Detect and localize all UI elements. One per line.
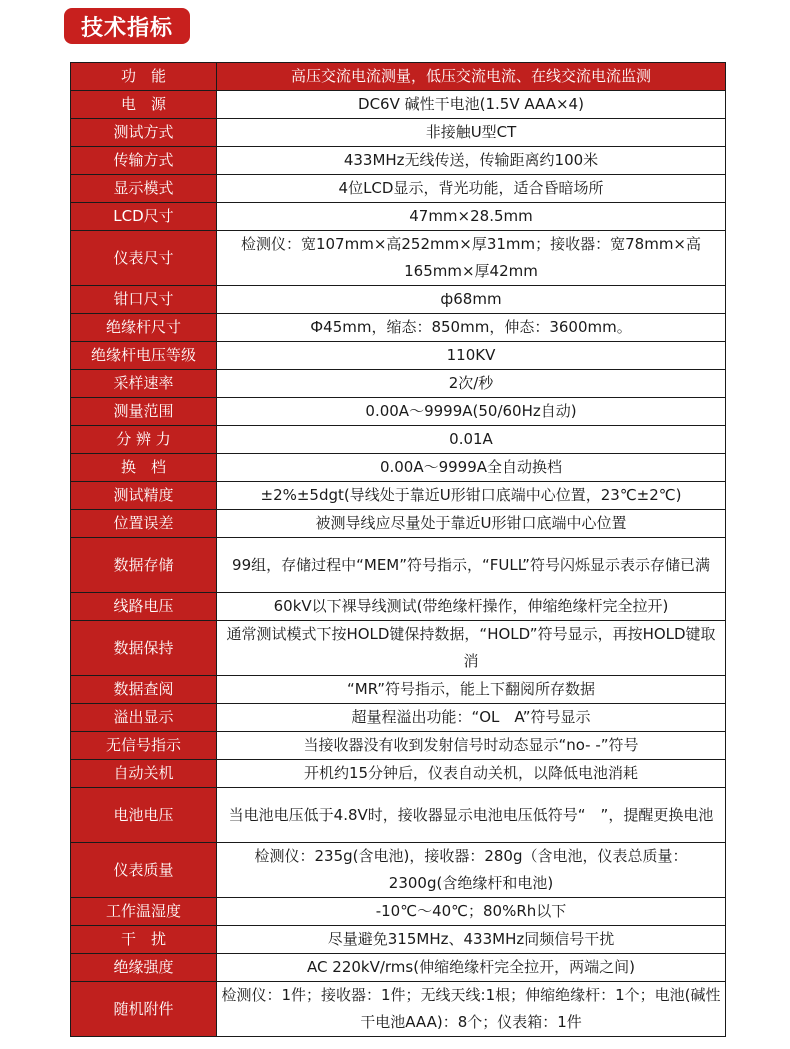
spec-row [71,203,726,231]
spec-label: 换 档 [71,454,217,482]
spec-row [71,926,726,954]
spec-row [71,510,726,538]
spec-label: 传输方式 [71,147,217,175]
spec-label: 数据存储 [71,538,217,593]
spec-label: 分 辨 力 [71,426,217,454]
spec-label: 仪表尺寸 [71,231,217,286]
spec-row [71,91,726,119]
spec-value: 当接收器没有收到发射信号时动态显示“no- -”符号 [217,732,726,760]
spec-label: 工作温湿度 [71,898,217,926]
spec-label: 电池电压 [71,788,217,843]
spec-label: 电 源 [71,91,217,119]
spec-row [71,147,726,175]
spec-row [71,954,726,982]
spec-label: 显示模式 [71,175,217,203]
spec-value: 110KV [217,342,726,370]
spec-row [71,982,726,1037]
spec-row [71,63,726,91]
spec-row [71,454,726,482]
spec-label: 无信号指示 [71,732,217,760]
spec-row [71,231,726,286]
spec-row [71,898,726,926]
spec-value: AC 220kV/rms(伸缩绝缘杆完全拉开，两端之间) [217,954,726,982]
spec-label: 位置误差 [71,510,217,538]
spec-row [71,175,726,203]
spec-value: 通常测试模式下按HOLD键保持数据，“HOLD”符号显示，再按HOLD键取消 [217,621,726,676]
section-title: 技术指标 [64,8,190,44]
spec-row [71,426,726,454]
spec-row [71,760,726,788]
spec-label: 钳口尺寸 [71,286,217,314]
spec-label: 绝缘强度 [71,954,217,982]
spec-row [71,286,726,314]
spec-row [71,398,726,426]
spec-row [71,370,726,398]
spec-value: 被测导线应尽量处于靠近U形钳口底端中心位置 [217,510,726,538]
spec-value: Ф45mm，缩态：850mm，伸态：3600mm。 [217,314,726,342]
spec-value: 47mm×28.5mm [217,203,726,231]
spec-value: ±2%±5dgt(导线处于靠近U形钳口底端中心位置，23℃±2℃) [217,482,726,510]
spec-value: 0.00A～9999A(50/60Hz自动) [217,398,726,426]
spec-value: 2次/秒 [217,370,726,398]
spec-value: DC6V 碱性干电池(1.5V AAA×4) [217,91,726,119]
spec-row [71,482,726,510]
spec-label: 数据查阅 [71,676,217,704]
spec-row [71,119,726,147]
spec-value: “MR”符号指示，能上下翻阅所存数据 [217,676,726,704]
spec-row [71,593,726,621]
spec-value: 超量程溢出功能：“OL A”符号显示 [217,704,726,732]
spec-row [71,732,726,760]
spec-value: ф68mm [217,286,726,314]
spec-label: 干 扰 [71,926,217,954]
spec-value: 检测仪：1件；接收器：1件；无线天线:1根；伸缩绝缘杆：1个；电池(碱性干电池AAA)：8个；仪表箱：1件 [217,982,726,1037]
spec-value: 开机约15分钟后，仪表自动关机，以降低电池消耗 [217,760,726,788]
spec-label: 自动关机 [71,760,217,788]
spec-row [71,843,726,898]
spec-value: 60kV以下裸导线测试(带绝缘杆操作，伸缩绝缘杆完全拉开) [217,593,726,621]
spec-label: 采样速率 [71,370,217,398]
spec-label: 功 能 [71,63,217,91]
spec-value: 高压交流电流测量，低压交流电流、在线交流电流监测 [217,63,726,91]
spec-label: 线路电压 [71,593,217,621]
spec-row [71,621,726,676]
spec-label: 测试方式 [71,119,217,147]
spec-label: 数据保持 [71,621,217,676]
spec-label: LCD尺寸 [71,203,217,231]
spec-label: 溢出显示 [71,704,217,732]
spec-value: 0.01A [217,426,726,454]
spec-label: 随机附件 [71,982,217,1037]
spec-row [71,704,726,732]
spec-value: 99组，存储过程中“MEM”符号指示，“FULL”符号闪烁显示表示存储已满 [217,538,726,593]
spec-value: 4位LCD显示，背光功能，适合昏暗场所 [217,175,726,203]
spec-value: 检测仪：235g(含电池)，接收器：280g（含电池，仪表总质量：2300g(含绝缘杆和电池) [217,843,726,898]
spec-label: 绝缘杆电压等级 [71,342,217,370]
spec-row [71,538,726,593]
spec-row [71,342,726,370]
spec-value: 0.00A～9999A全自动换档 [217,454,726,482]
spec-value: 当电池电压低于4.8V时，接收器显示电池电压低符号“ ”，提醒更换电池 [217,788,726,843]
spec-label: 测量范围 [71,398,217,426]
spec-table [70,62,726,1037]
spec-value: 433MHz无线传送，传输距离约100米 [217,147,726,175]
spec-value: 尽量避免315MHz、433MHz同频信号干扰 [217,926,726,954]
spec-label: 仪表质量 [71,843,217,898]
spec-row [71,314,726,342]
spec-label: 绝缘杆尺寸 [71,314,217,342]
spec-value: -10℃～40℃；80%Rh以下 [217,898,726,926]
spec-value: 非接触U型CT [217,119,726,147]
spec-row [71,788,726,843]
spec-label: 测试精度 [71,482,217,510]
spec-value: 检测仪：宽107mm×高252mm×厚31mm；接收器：宽78mm×高165mm×厚42mm [217,231,726,286]
spec-row [71,676,726,704]
